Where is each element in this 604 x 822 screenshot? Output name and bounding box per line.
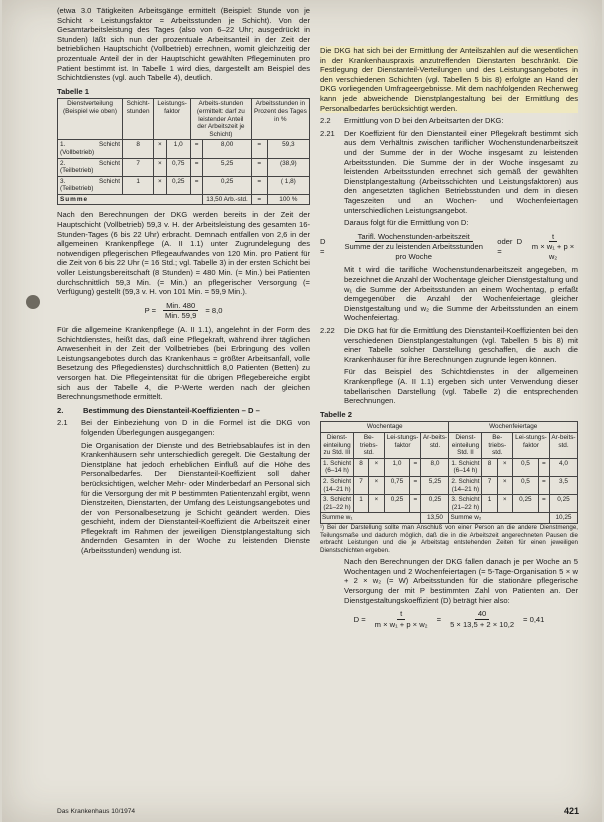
- cell: =: [251, 176, 267, 194]
- formula-d-result: [320, 609, 578, 629]
- table-row: [58, 140, 310, 158]
- cell: 1,0: [384, 458, 410, 476]
- table-sum-row: [321, 513, 578, 524]
- cell: =: [251, 194, 267, 205]
- formula-d: [320, 232, 578, 262]
- journal-footer: Das Krankenhaus 10/1974: [57, 808, 136, 815]
- cell: 0,75: [384, 476, 410, 494]
- formula-p: [57, 301, 310, 321]
- subsection-number: 2.1: [57, 418, 68, 428]
- section-heading: [57, 406, 310, 416]
- formula-lhs: D =: [320, 236, 326, 256]
- cell: 0,75: [166, 158, 190, 176]
- fraction: [372, 609, 431, 629]
- table-header: Be-triebs-std.: [354, 432, 385, 458]
- cell: ×: [154, 158, 166, 176]
- table-header: Dienst-einteilung zu Std. III: [321, 432, 354, 458]
- paragraph: Die Organisation der Dienste und des Betriebsablaufes ist in den Krankenhäusern sehr unterschiedlich geregelt. Die Gestaltung der Dienstpläne hat jedoch erheblichen Einfluß auf die Höhe des Personalbedarfes. Der Dienstanteil-Koeffizient soll daher berücksichtigen, welcher Mehr- oder Minderbedarf an Personal sich für die Versorgung der mit P bestimmten Patientenzahl ergibt, wenn Dienstzeiten, Dienstarten, der Umfang des Leistungsangebotes und der von Personalbesetzung je Schicht geändert werden. Dies geschieht, indem der Dienstanteil-Koeffizient die Arbeitszeit einer Pflegekraft im Rahmen der jeweiligen Dienstplangestaltung sich ändernden Gesamten in der Woche zu leistenden Dienste (Arbeitsstunden) wendung ist.: [81, 440, 310, 556]
- formula-equals: =: [436, 614, 442, 624]
- left-column: [57, 6, 310, 559]
- subsection-number: 2.2: [320, 116, 331, 126]
- cell: 8: [482, 458, 497, 476]
- table-sum-row: [58, 194, 310, 205]
- sum-work: 13,50 Arb.-std.: [203, 194, 251, 205]
- cell: 1. Schicht (6–14 h): [449, 458, 482, 476]
- fraction-denominator: m × w₁ + p × w₂: [531, 242, 575, 261]
- table-header: Arbeits-stunden (ermittelt: darf zu leistender Anteil der Arbeitszeit je Schicht): [190, 99, 251, 140]
- subsection: [320, 129, 578, 215]
- cell: ×: [154, 176, 166, 194]
- fraction: [162, 301, 199, 321]
- table-row: [58, 176, 310, 194]
- fraction-numerator-unit: Min.: [166, 300, 181, 310]
- cell: 59,3: [267, 140, 309, 158]
- cell: =: [410, 458, 421, 476]
- row-label: 3. Schicht (Teilbetrieb): [58, 176, 123, 194]
- sum-label: Summe w₁: [321, 513, 421, 524]
- cell: 0,25: [384, 495, 410, 513]
- paragraph: Die DKG hat sich bei der Ermittlung der Anteilszahlen auf die wesentlichen in der Krankenhauspraxis anzutreffenden Dienstarten beschränkt. Die Festlegung der Dienstanteil-Verteilungen und des Leistungsangebotes in den verschiedenen Schichten (vgl. Tabellen 5 bis 8) erfolgte an Hand der DKG vorliegenden Umfrageergebnisse. Mit dem nachfolgenden Rechenweg kann jede abweichende Dienstplangestaltung bei der Ermittlung des Personalbedarfes berücksichtigt werden.: [320, 46, 578, 113]
- table-header: Ar-beits-std.: [421, 432, 449, 458]
- intro-paragraph: (etwa 3.0 Tätigkeiten Arbeitsgänge ermittelt (Beispiel: Stunde von je Schicht × Leistungsfaktor = Arbeitsstunden je Schicht). Von der Gesamtarbeitsleistung des Tages (also von 6–22 Uhr; ausgedrückt in Stunden) läßt sich nun der prozentuale Arbeitsanteil in der Zeit der betrieblichen Hauptschicht (Vollbetrieb) errechnen, womit gleichzeitig der prozentuale Anteil der in der Hauptschicht gewählten Pflegeminuten pro Patient bestimmt ist. In Tabelle 1 wird dies, dargestellt am Beispiel des Schichtdienstes (vgl. auch Tabelle 4), deutlich.: [57, 6, 310, 83]
- cell: 1. Schicht (6–14 h): [321, 458, 354, 476]
- section-number: 2.: [57, 405, 64, 415]
- cell: 0,25: [203, 176, 251, 194]
- subsection: [57, 418, 310, 437]
- table-header: Be-triebs-std.: [482, 432, 513, 458]
- table2-title: Tabelle 2: [320, 409, 352, 419]
- sum-value: 10,25: [549, 513, 577, 524]
- paragraph: Mit t wird die tarifliche Wochenstundenarbeitszeit angegeben, m bezeichnet die Anzahl der Wochentage gleicher Dienstgestaltung und w₁ die Summe der Arbeitsstunden an einem Wochentag, p erfaßt demgegenüber die Anzahl der Wochenfeiertage gleicher Dienstgestaltung und w₂ die Summe der Arbeitsstunden an einem Wochenfeiertag.: [344, 265, 578, 323]
- cell: 8,0: [421, 458, 449, 476]
- cell: ( 1,8): [267, 176, 309, 194]
- group-header: Wochentage: [321, 422, 449, 433]
- row-label: 2. Schicht (Teilbetrieb): [58, 158, 123, 176]
- paragraph: Nach den Berechnungen der DKG werden bereits in der Zeit der Hauptschicht (Vollbetrieb) 59,3 v. H. der Arbeitsleistung des gesamten 16-Stunden-Tages (6 bis 22 Uhr) erbracht. Demnach entfallen von 2,6 in der allgemeinen Krankenpflege (A. II 1.1) unter Zugrundelegung des notwendigen pflegerischen Pflegeaufwandes von 120 Min. pro Patient für die Zeit von 6 bis 22 Uhr (= 16 Std.; vgl. Tabelle 3) in der ersten Schicht bei voller Leistungsbereitschaft (8 Stunden) = 480 Min. (= Min.) bei Patienten durchschnittlich 59,3 Min. (= Min.) an pflegerischer Versorgung (= Verfügung) gestellt (59,3 v. H. von 101 Min. = 59,9 Min.).: [57, 210, 310, 297]
- subsection-number: 2.21: [320, 128, 335, 138]
- table-row: [321, 458, 578, 476]
- fraction-numerator: Tarifl. Wochenstunden-arbeitszeit: [355, 232, 473, 243]
- paragraph: Für das Beispiel des Schichtdienstes in der allgemeinen Krankenpflege (A. II 1.1) ergeben sich unter Verwendung dieser tabellarischen Darstellung (vgl. Tabelle 2) die entsprechenden Berechnungen.: [344, 367, 578, 406]
- cell: 8: [354, 458, 369, 476]
- table-header: Ar-beits-std.: [549, 432, 577, 458]
- cell: ×: [497, 458, 513, 476]
- cell: =: [190, 176, 202, 194]
- formula-mid: oder D =: [497, 236, 523, 256]
- table-row: [321, 476, 578, 494]
- fraction-denominator-value: 59,9: [181, 311, 197, 321]
- subsection-number: 2.22: [320, 326, 335, 336]
- cell: =: [190, 140, 202, 158]
- cell: =: [410, 476, 421, 494]
- formula-lhs: D =: [353, 614, 366, 624]
- cell: 1: [354, 495, 369, 513]
- fraction: [447, 609, 517, 629]
- cell: 0,5: [513, 458, 539, 476]
- fraction: [336, 232, 491, 262]
- paragraph: Nach den Berechnungen der DKG fallen danach je per Woche an 5 Wochentagen und 2 Wochenfeiertagen (= 5-Tage-Organisation 5 × w + 2 × w₂ (= W) Arbeitsstunden für die stationäre pflegerische Versorgung der mit P bestimmten Zahl von Patienten an. Der Dienstgestaltungskoeffizient (D) beträgt hier also:: [344, 557, 578, 605]
- cell: =: [538, 495, 549, 513]
- subsection: [320, 326, 578, 364]
- page-number: 421: [564, 806, 580, 816]
- fraction-denominator: 5 × 13,5 + 2 × 10,2: [450, 619, 515, 629]
- table-header: Schicht-stunden: [123, 99, 154, 140]
- section-title: Bestimmung des Dienstanteil-Koeffizienten – D –: [83, 405, 260, 415]
- cell: 7: [354, 476, 369, 494]
- cell: 5,25: [421, 476, 449, 494]
- cell: 8,00: [203, 140, 251, 158]
- table-row: [58, 158, 310, 176]
- cell: 3,5: [549, 476, 577, 494]
- fraction-denominator-unit: Min.: [165, 311, 180, 321]
- subsection-text: Bei der Einbeziehung von D in die Formel ist die DKG von folgenden Überlegungen ausgegangen:: [81, 418, 310, 437]
- document-page: [2, 0, 602, 822]
- punch-hole: [26, 295, 40, 309]
- table-header: Lei-stungs-faktor: [513, 432, 550, 458]
- cell: 7: [123, 158, 154, 176]
- cell: =: [538, 476, 549, 494]
- formula-lhs: P =: [144, 306, 157, 316]
- row-label: 1. Schicht (Vollbetrieb): [58, 140, 123, 158]
- cell: ×: [369, 458, 385, 476]
- cell: 8: [123, 140, 154, 158]
- sum-value: 13,50: [421, 513, 449, 524]
- cell: 0,25: [513, 495, 539, 513]
- subsection-text: Ermittlung von D bei den Arbeitsarten der DKG:: [344, 116, 504, 126]
- cell: 5,25: [203, 158, 251, 176]
- formula-result: = 0,41: [523, 614, 545, 624]
- cell: 7: [482, 476, 497, 494]
- table-header: Arbeitsstunden in Prozent des Tages in %: [251, 99, 309, 140]
- subsection-text: Der Koeffizient für den Dienstanteil einer Pflegekraft bestimmt sich aus dem Verhältnis zwischen tariflicher Wochenstundenarbeitszeit und der Summe der in der Woche insgesamt zu leistenden Arbeitsstunden. Die Summe der in der Woche insgesamt zu leistenden Arbeitsstunden errechnet sich gemäß der gewählten Dienstplangestaltung (Arbeitsschichten und Leistungsfaktoren) aus den angesetzten täglichen Betriebsstunden und dem in diesen Tageszeiten und an Wochen- und Wochenfeiertagen unterschiedlichen Leistungsangebot.: [344, 128, 578, 215]
- table-1: [57, 98, 310, 205]
- fraction-denominator: m × w₁ + p × w₂: [374, 619, 428, 629]
- table1-title: Tabelle 1: [57, 86, 89, 96]
- subsection-text: Die DKG hat für die Ermittlung des Dienstanteil-Koeffizienten bei den verschiedenen Dienstplangestaltungen (vgl. Tabellen 5 bis 8) mit einer Tabelle solcher Darstellung geschaffen, die auch die Krankenhäuser für ihre Berechnungen zugrunde legen können.: [344, 326, 578, 364]
- cell: 0,5: [513, 476, 539, 494]
- cell: ×: [497, 476, 513, 494]
- cell: 0,25: [421, 495, 449, 513]
- table-header: Dienstverteilung (Beispiel wie oben): [58, 99, 123, 140]
- cell: =: [251, 158, 267, 176]
- sum-label: Summe: [58, 194, 203, 205]
- cell: =: [538, 458, 549, 476]
- cell: 2. Schicht (14–21 h): [321, 476, 354, 494]
- table-2: [320, 421, 578, 524]
- formula-result: = 8,0: [205, 306, 223, 316]
- cell: 1: [123, 176, 154, 194]
- cell: ×: [369, 476, 385, 494]
- paragraph: Für die allgemeine Krankenpflege (A. II 1.1), angelehnt in der Form des Schichtdienstes, heißt das, daß eine Pflegekraft, während ihrer täglichen Anwesenheit in der Zeit der Vollbetriebes (bei Erbringung des vollen Leistungsangebotes durch das Krankenhaus = größter Arbeitsanfall, volle Besetzung des Pflegedienstes) durchschnittlich 8,0 Patienten (Betten) zu versorgen hat. Die Pflegeintensität für die übrigen Pflegebereiche ergibt sich aus der Tabelle 4, die P-Werte werden nach der gleichen Berechnungsmethode ermittelt.: [57, 325, 310, 402]
- table-header: Dienst-einteilung Std. II: [449, 432, 482, 458]
- cell: =: [190, 158, 202, 176]
- cell: 3. Schicht (21–22 h): [449, 495, 482, 513]
- footnote: ¹) Bei der Darstellung sollte man Anschluß von einer Person an die andere Dienstmenge, Teilungsmaße und dadurch möglich, daß die in die Arbeitszeit angerechneten Pausen die erbracht Leistungen und die je Arbeitstag entstehenden Zeiten für einen jeweiligen Dienstschichten ergeben.: [320, 523, 578, 554]
- table-row: [321, 495, 578, 513]
- table-header: Leistungs-faktor: [154, 99, 191, 140]
- group-header: Wochenfeiertage: [449, 422, 578, 433]
- cell: 2. Schicht (14–21 h): [449, 476, 482, 494]
- table-header-row: [58, 99, 310, 140]
- cell: 0,25: [166, 176, 190, 194]
- table-group-row: [321, 422, 578, 433]
- cell: 1,0: [166, 140, 190, 158]
- cell: ×: [154, 140, 166, 158]
- cell: =: [251, 140, 267, 158]
- cell: (38,9): [267, 158, 309, 176]
- cell: ×: [497, 495, 513, 513]
- sum-label: Summe w₂: [449, 513, 549, 524]
- fraction-numerator: 40: [475, 609, 489, 620]
- cell: =: [410, 495, 421, 513]
- cell: 4,0: [549, 458, 577, 476]
- cell: ×: [369, 495, 385, 513]
- sum-pct: 100 %: [267, 194, 309, 205]
- cell: 3. Schicht (21–22 h): [321, 495, 354, 513]
- fraction: [528, 232, 578, 262]
- subsection: [320, 116, 578, 126]
- paragraph: Daraus folgt für die Ermittlung von D:: [344, 218, 469, 228]
- cell: 0,25: [549, 495, 577, 513]
- fraction-denominator: Summe der zu leistenden Arbeitsstunden pro Woche: [344, 242, 483, 261]
- fraction-numerator: t: [549, 232, 557, 243]
- right-column: [320, 46, 578, 633]
- cell: 1: [482, 495, 497, 513]
- table-header: Lei-stungs-faktor: [384, 432, 421, 458]
- table-header-row: [321, 432, 578, 458]
- fraction-numerator: t: [397, 609, 405, 620]
- fraction-numerator-value: 480: [182, 300, 196, 310]
